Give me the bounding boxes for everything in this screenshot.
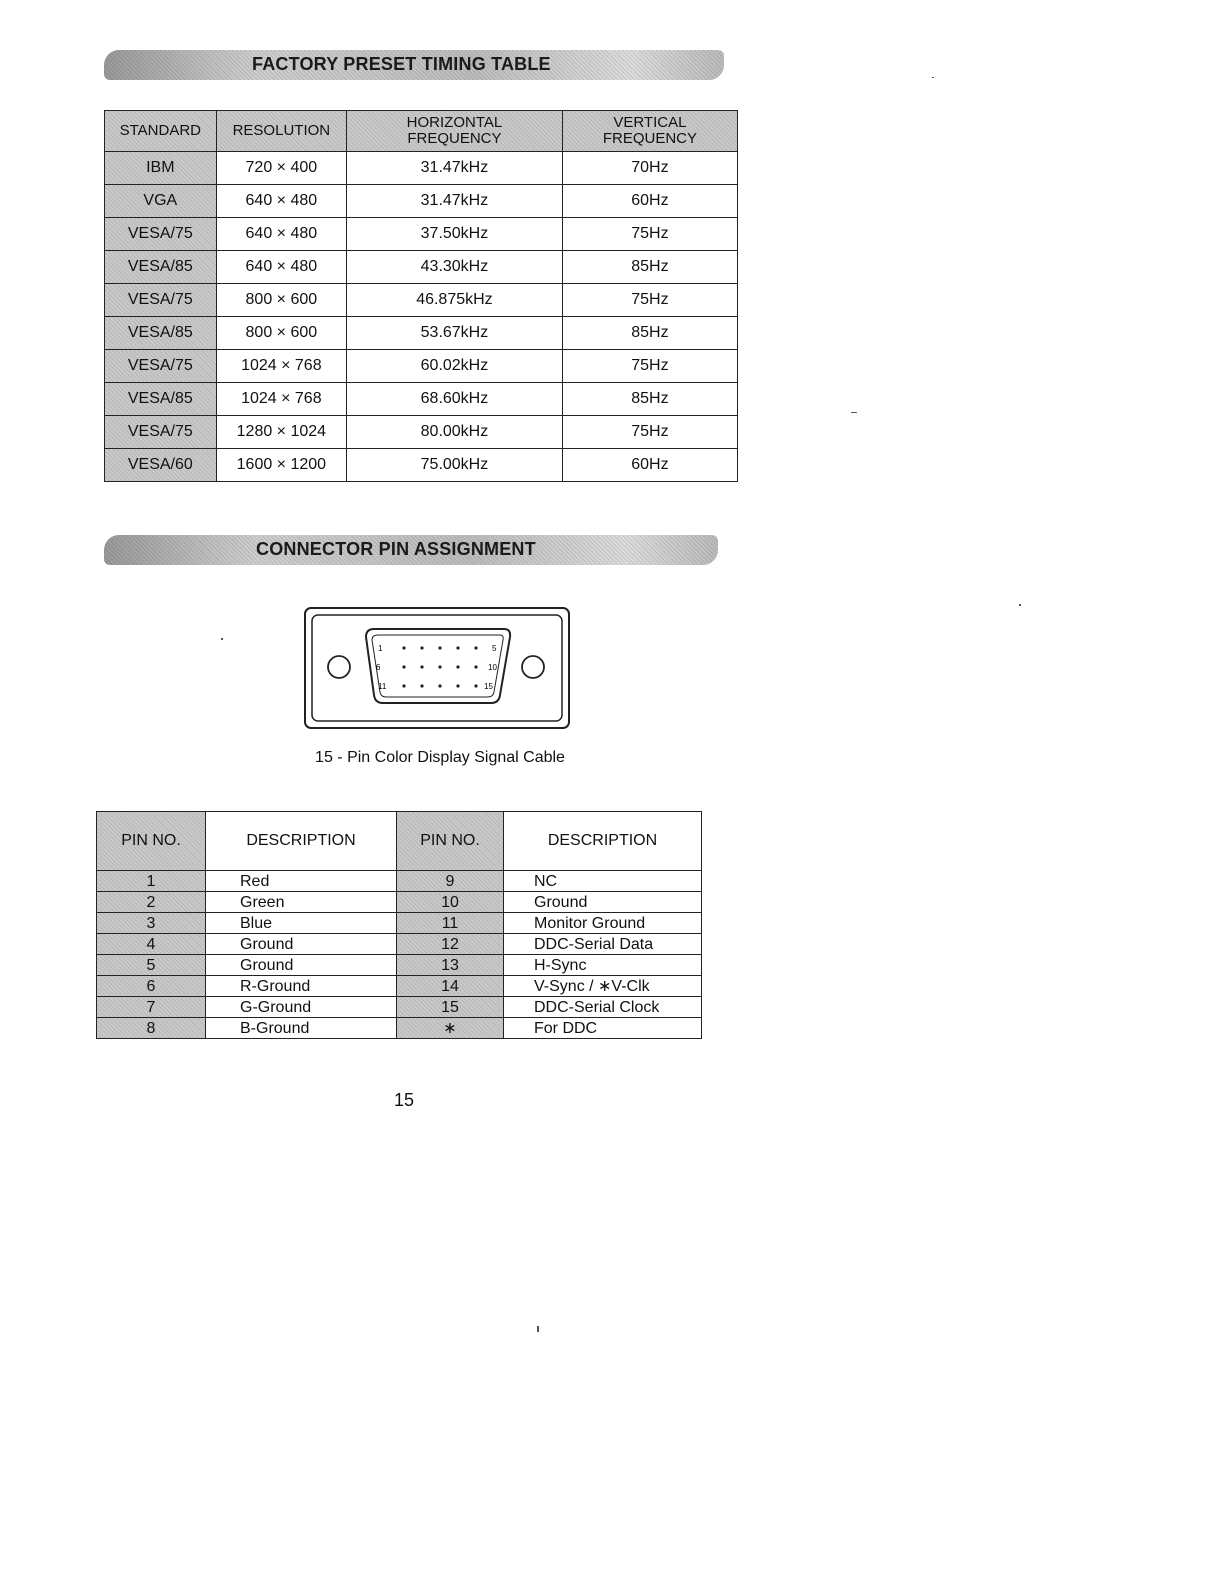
timing-row: [105, 284, 738, 317]
pin-row: [97, 1018, 702, 1039]
header-horizontal-frequency: HORIZONTAL FREQUENCY: [347, 111, 563, 152]
timing-row: [105, 251, 738, 284]
vertical-frequency-cell: 85Hz: [562, 383, 737, 416]
pin-number-cell: 1: [97, 871, 206, 892]
scan-speck: [221, 638, 223, 640]
pin-number-cell: 7: [97, 997, 206, 1018]
resolution-cell: 1024 × 768: [216, 383, 346, 416]
pin-description-cell: Green: [206, 892, 397, 913]
vertical-frequency-cell: 85Hz: [562, 317, 737, 350]
horizontal-frequency-cell: 53.67kHz: [347, 317, 563, 350]
pin-label-11: 11: [378, 682, 387, 691]
pin-description-cell: For DDC: [504, 1018, 702, 1039]
resolution-cell: 640 × 480: [216, 185, 346, 218]
pin-number-cell: 15: [397, 997, 504, 1018]
vertical-frequency-cell: 75Hz: [562, 218, 737, 251]
vertical-frequency-cell: 75Hz: [562, 284, 737, 317]
pin-number-cell: 6: [97, 976, 206, 997]
pin-label-10: 10: [488, 663, 497, 672]
horizontal-frequency-cell: 80.00kHz: [347, 416, 563, 449]
scan-speck: [1019, 604, 1021, 606]
pin-number-cell: 9: [397, 871, 504, 892]
pin-number-cell: 11: [397, 913, 504, 934]
pin-description-cell: DDC-Serial Data: [504, 934, 702, 955]
standard-cell: VGA: [105, 185, 217, 218]
pin-dot-icon: [420, 646, 423, 649]
pin-dot-icon: [474, 684, 477, 687]
pin-dot-icon: [402, 665, 405, 668]
pin-row: [97, 997, 702, 1018]
standard-cell: VESA/85: [105, 251, 217, 284]
pin-dot-icon: [474, 646, 477, 649]
pin-description-cell: Blue: [206, 913, 397, 934]
pin-dot-icon: [456, 665, 459, 668]
timing-row: [105, 383, 738, 416]
horizontal-frequency-cell: 68.60kHz: [347, 383, 563, 416]
pin-dot-icon: [438, 684, 441, 687]
standard-cell: VESA/75: [105, 284, 217, 317]
timing-section-banner: [104, 50, 724, 80]
pin-number-cell: 12: [397, 934, 504, 955]
pin-description-cell: DDC-Serial Clock: [504, 997, 702, 1018]
standard-cell: VESA/85: [105, 317, 217, 350]
factory-preset-timing-table: [104, 110, 738, 482]
vertical-frequency-cell: 75Hz: [562, 416, 737, 449]
standard-cell: VESA/75: [105, 416, 217, 449]
pin-label-1: 1: [378, 644, 383, 653]
pin-dot-icon: [456, 684, 459, 687]
vertical-frequency-cell: 75Hz: [562, 350, 737, 383]
resolution-cell: 800 × 600: [216, 317, 346, 350]
timing-row: [105, 152, 738, 185]
page-number: 15: [394, 1090, 415, 1110]
horizontal-frequency-cell: 31.47kHz: [347, 152, 563, 185]
scan-speck: [932, 77, 934, 78]
timing-row: [105, 449, 738, 482]
pin-row: [97, 934, 702, 955]
horizontal-frequency-cell: 75.00kHz: [347, 449, 563, 482]
resolution-cell: 800 × 600: [216, 284, 346, 317]
pin-description-cell: Ground: [206, 934, 397, 955]
horizontal-frequency-cell: 46.875kHz: [347, 284, 563, 317]
standard-cell: VESA/60: [105, 449, 217, 482]
pin-number-cell: 10: [397, 892, 504, 913]
pin-row: [97, 871, 702, 892]
scan-speck: [537, 1326, 539, 1332]
header-vertical-frequency: VERTICAL FREQUENCY: [562, 111, 737, 152]
resolution-cell: 640 × 480: [216, 251, 346, 284]
pin-description-cell: NC: [504, 871, 702, 892]
pin-description-cell: V-Sync / ∗V-Clk: [504, 976, 702, 997]
pin-description-cell: B-Ground: [206, 1018, 397, 1039]
timing-row: [105, 185, 738, 218]
horizontal-frequency-cell: 43.30kHz: [347, 251, 563, 284]
pin-description-cell: Monitor Ground: [504, 913, 702, 934]
scan-speck: [851, 412, 857, 413]
header-pin-no-left: PIN NO.: [97, 812, 206, 871]
pin-dot-icon: [420, 665, 423, 668]
pin-row: [97, 976, 702, 997]
horizontal-frequency-cell: 60.02kHz: [347, 350, 563, 383]
pin-number-cell: 4: [97, 934, 206, 955]
pin-description-cell: Ground: [206, 955, 397, 976]
resolution-cell: 720 × 400: [216, 152, 346, 185]
standard-cell: VESA/75: [105, 218, 217, 251]
timing-section-title: FACTORY PRESET TIMING TABLE: [252, 54, 551, 74]
timing-row: [105, 350, 738, 383]
vertical-frequency-cell: 85Hz: [562, 251, 737, 284]
header-standard: STANDARD: [105, 111, 217, 152]
pin-dot-icon: [474, 665, 477, 668]
header-description-right: DESCRIPTION: [504, 812, 702, 871]
pin-description-cell: Red: [206, 871, 397, 892]
timing-row: [105, 317, 738, 350]
pin-number-cell: 13: [397, 955, 504, 976]
pin-number-cell: 2: [97, 892, 206, 913]
resolution-cell: 640 × 480: [216, 218, 346, 251]
pin-number-cell: 3: [97, 913, 206, 934]
vertical-frequency-cell: 60Hz: [562, 449, 737, 482]
pin-label-6: 6: [376, 663, 381, 672]
pin-dot-icon: [438, 665, 441, 668]
connector-section-title: CONNECTOR PIN ASSIGNMENT: [256, 539, 536, 559]
pin-dot-icon: [420, 684, 423, 687]
header-pin-no-right: PIN NO.: [397, 812, 504, 871]
pin-description-cell: G-Ground: [206, 997, 397, 1018]
pin-dot-icon: [456, 646, 459, 649]
pin-description-cell: R-Ground: [206, 976, 397, 997]
pin-label-5: 5: [492, 644, 497, 653]
pin-dot-icon: [438, 646, 441, 649]
header-resolution: RESOLUTION: [216, 111, 346, 152]
connector-caption: 15 - Pin Color Display Signal Cable: [315, 749, 565, 766]
pin-row: [97, 955, 702, 976]
pin-row: [97, 892, 702, 913]
pin-number-cell: 8: [97, 1018, 206, 1039]
standard-cell: VESA/85: [105, 383, 217, 416]
resolution-cell: 1024 × 768: [216, 350, 346, 383]
connector-section-banner: [104, 535, 718, 565]
horizontal-frequency-cell: 37.50kHz: [347, 218, 563, 251]
timing-header-row: [105, 111, 738, 152]
pin-dot-icon: [402, 684, 405, 687]
vertical-frequency-cell: 60Hz: [562, 185, 737, 218]
pin-label-15: 15: [484, 682, 493, 691]
timing-row: [105, 416, 738, 449]
pin-number-cell: 5: [97, 955, 206, 976]
resolution-cell: 1280 × 1024: [216, 416, 346, 449]
standard-cell: IBM: [105, 152, 217, 185]
pin-assignment-table: [96, 811, 702, 1039]
pin-number-cell: ∗: [397, 1018, 504, 1039]
vga-connector-diagram: [304, 607, 572, 731]
vertical-frequency-cell: 70Hz: [562, 152, 737, 185]
pin-description-cell: Ground: [504, 892, 702, 913]
timing-row: [105, 218, 738, 251]
horizontal-frequency-cell: 31.47kHz: [347, 185, 563, 218]
standard-cell: VESA/75: [105, 350, 217, 383]
pin-number-cell: 14: [397, 976, 504, 997]
pin-header-row: [97, 812, 702, 871]
pin-description-cell: H-Sync: [504, 955, 702, 976]
pin-dot-icon: [402, 646, 405, 649]
header-description-left: DESCRIPTION: [206, 812, 397, 871]
resolution-cell: 1600 × 1200: [216, 449, 346, 482]
pin-row: [97, 913, 702, 934]
